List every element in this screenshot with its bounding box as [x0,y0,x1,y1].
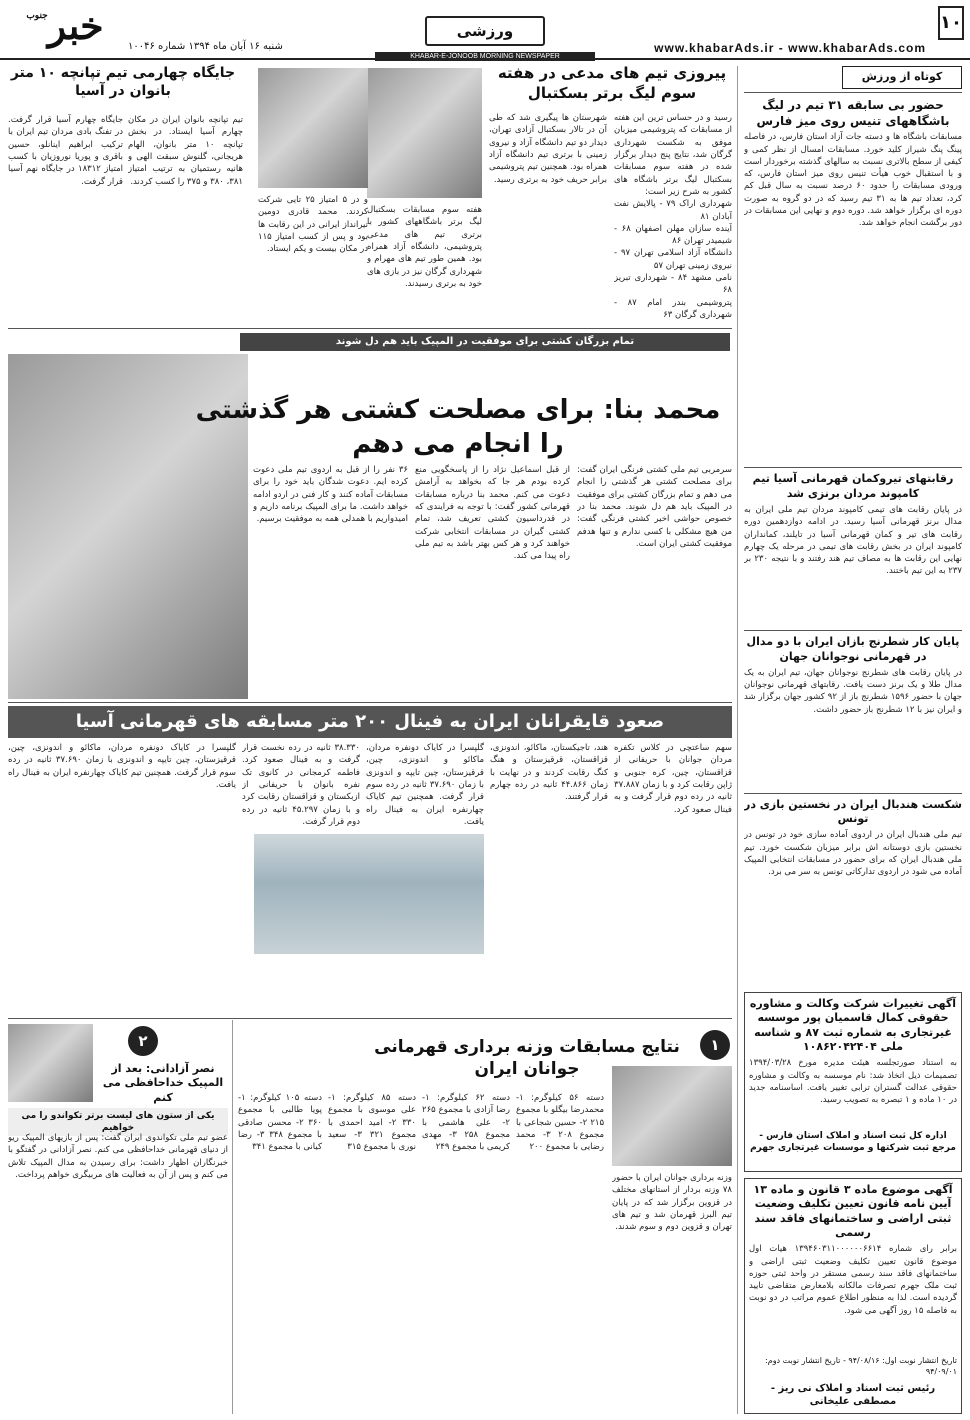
short-news-item [744,798,962,950]
ad-footer: اداره کل ثبت اسناد و املاک استان فارس - مرجع ثبت شرکتها و موسسات غیرتجاری جهرم [750,1131,956,1154]
logo-text: خبر [47,3,104,49]
story-number: ۱ [700,1030,730,1060]
weightlifting-col-2: دسته ۵۶ کیلوگرم: ۱- محمدرضا بیگلو با مجموع ۲۱۵ ۲- حسین شجاعی با مجموع ۲۰۸ ۳- محمد رضایی با مجموع ۲۰۰ [516,1093,604,1153]
taekwondo-body: عضو تیم ملی تکواندوی ایران گفت: پس از بازیهای المپیک ریو از دنیای قهرمانی خداحافظی می کنم. نصر آزادانی در گفتگو با خبرنگاران اظهار داشت: برای رسیدن به مدال المپیک تلاش می کنم و پس از آن به فعالیت های مربیگری خواهم پرداخت. [8,1133,228,1180]
basketball-result: نامی مشهد ۸۴ - شهرداری تبریز ۶۸ [614,273,732,296]
section-rule [8,1018,732,1019]
canoe-story [8,742,732,1014]
shooting-story [8,64,368,326]
short-news-title: پایان کار شطرنج بازان ایران با دو مدال در قهرمانی نوجوانان جهان [746,634,960,663]
ad-company-change [744,992,962,1172]
section-title: ورزشی [425,16,545,46]
shooting-col-3: و در ۵ امتیاز ۲۵ تایی شرکت کردند. محمد قادری دومین تیرانداز ایرانی در این رقابت ها بود و پس از کسب امتیاز ۱۱۵ در مکان بیست و یکم ایستاد. [258,195,368,255]
canoe-col-5: گلپسرا در کایاک دونفره مردان، ماکائو و اندونزی، چین، قرقیزستان، چین تایپه و اندونزی با زمان ۳۷.۶۹۰ ثانیه در رده سوم قرار گرفت. همچنین تیم کایاک چهارنفره ایران به فینال راه یافت. [8,743,236,790]
newspaper-logo [10,4,120,48]
shooting-photo [258,68,368,188]
weightlifting-col-1: وزنه برداری جوانان ایران با حضور ۷۸ وزنه بردار از استانهای مختلف در قزوین برگزار شد که در پایان تیم البرز قهرمان شد و تیم های تهران و قزوین دوم و سوم شدند. [612,1173,732,1233]
short-news-item [744,472,962,624]
taekwondo-headline: نصر آزادانی: بعد از المپیک خداحافظی می کنم [102,1062,224,1104]
taekwondo-story [8,1022,228,1416]
short-news-body: در پایان رقابت های شطرنج نوجوانان جهان، تیم ایران به یک مدال طلا و یک برنز دست یافت. رقابتهای قهرمانی نوجوانان جهان با حضور ۱۵۹۶ شطرنج باز از ۹۲ کشور جهان برگزار شد و ایران نیز با ۱۲ شطرنج باز حضور داشت. [744,667,962,715]
basketball-col-2: شهرستان ها پیگیری شد که طی آن در تالار بسکتبال آزادی تهران، دیدار دو تیم دانشگاه آزاد و نیروی زمینی با برتری تیم دانشگاه آزاد همراه بود. همچنین تیم پتروشیمی برابر حریف خود به برتری رسید. [489,113,607,185]
taekwondo-kicker: یکی از ستون های لیست برتر تکواندو را می خواهیم [8,1108,228,1136]
ad-body: برابر رای شماره ۱۳۹۴۶۰۳۱۱۰۰۰۰۰۰۶۶۱۴ هیات اول موضوع قانون تعیین تکلیف وضعیت ثبتی اراضی و ساختمانهای فاقد سند رسمی مستقر در واحد ثبتی حوزه ثبت ملک جهرم تصرفات مالکانه بلامعارض متقاضی تایید گردیده است. لذا به منظور اطلاع عموم مراتب در دو نوبت به فاصله ۱۵ روز آگهی می شود. [749,1244,957,1316]
weightlifting-col-4: دسته ۸۵ کیلوگرم: ۱- علی موسوی با مجموع ۳۳۰ ۲- امید احمدی با مجموع ۳۲۱ ۳- سعید نوری با مجموع ۳۱۵ [328,1093,416,1153]
basketball-result: شهرداری اراک ۷۹ - پالایش نفت آبادان ۸۱ [614,199,732,222]
canoe-col-1: سهم ساعتچی در کلاس تکفره مردان جوانان با حریفانی از قزاقستان، چین، کره جنوبی و ژاپن رقابت کرد و با زمان ۳۷.۸۸۷ ثانیه در رده دوم قرار گرفت و به فینال صعود کرد. [614,743,732,815]
wrestling-col-1: سرمربی تیم ملی کشتی فرنگی ایران گفت: برای مصلحت کشتی هر گذشتی را انجام می دهم و تمام بزرگان کشتی برای موفقیت در المپیک باید هم دل شوند. محمد بنا در خصوص حواشی اخیر کشتی فرنگی گفت: من هیچ مشکلی با کسی ندارم و تنها هدفم موفقیت کشتی ایران است. [577,465,732,549]
page-number: ۱۰ [938,6,964,40]
ad-title: آگهی تغییرات شرکت وکالت و مشاوره حقوقی کمال قاسمیان پور موسسه غیرتجاری به شماره ثبت ۸۷ و شناسه ملی ۱۰۸۶۲۰۴۲۴۰۴ [749,997,957,1053]
short-news-body: مسابقات باشگاه ها و دسته جات آزاد استان فارس، در فاصله پینگ پنگ شیراز کلید خورد. مسابقات امسال از نظر کمی و کیفی از سطح بالاتری نسبت به سالهای گذشته برخوردار است و با استقبال خوب هیأت تنیس روی میز استان فارس، که ورودی مسابقات را حدود ۶۰ درصد نسبت به سال قبل کم کرد، تعداد تیم ها به ۳۱ تیم رسید که در دو گروه به صورت دوره ای برگزار خواهد شد. دوره دوم و نهایی این مسابقات در دور برگشت انجام خواهد شد. [744,132,962,229]
canoe-col-4: ۳۸.۳۳۰ ثانیه در رده نخست قرار گرفت و به فینال صعود کرد. فاطمه کرمجانی در کانوی تک نفره بانوان با حریفانی از ازبکستان و قزاقستان رقابت کرد و با زمان ۴۵.۲۹۷ ثانیه در رده دوم قرار گرفت. [242,743,360,827]
shooting-col-2: جایگاه چهارم آسیا قرار گرفت. در تفنگ بادی مردان تیم ایران با ترکیب ابراهیم اینانلو، حسین باقری و پوریا نوروزیان با کسب امتیاز ۱۸۳۱۲ در جایگاه نهم آسیا قرار گرفت. [8,115,123,187]
canoe-col-3: گلپسرا در کایاک دونفره مردان، ماکائو و اندونزی، چین، قرقیزستان، چین تایپه و اندونزی با زمان ۳۷.۶۹۰ ثانیه در رده سوم قرار گرفت. همچنین تیم کایاک چهارنفره ایران به فینال راه یافت. [366,743,484,827]
basketball-story [367,64,732,326]
ad-signature: رئیس ثبت اسناد و املاک نی ریز - مصطفی علیخانی [770,1382,936,1408]
divider [744,630,962,631]
english-strip: KHABAR-E-JONOOB MORNING NEWSPAPER [375,52,595,61]
short-news-body: تیم ملی هندبال ایران در اردوی آماده سازی خود در تونس در نخستین بازی دوستانه اش برابر میزبان شکست خورد. تیم ملی هندبال ایران که برای حضور در مسابقات انتخابی المپیک آماده می شود در اردوی تدارکاتی تونس به سر می برد. [744,830,962,878]
sidebar-short-news [744,66,962,986]
story-number: ۲ [128,1026,158,1056]
website-link[interactable]: www.khabarAds.ir - www.khabarAds.com [654,41,926,55]
column-rule [232,1020,233,1414]
logo-sub: جنوب [26,11,48,21]
sidebar-kicker: کوتاه از ورزش [842,66,962,89]
canoe-col-2: هند، تاجیکستان، ماکائو، اندونزی، قزاقستان، قرقیزستان و هنگ کنگ رقابت کردند و در نهایت با زمان ۴۴.۸۶۶ ثانیه در رده چهارم قرار گرفتند. [490,743,608,803]
short-news-item [744,635,962,787]
basketball-col-3 [614,112,732,324]
short-news-body: در پایان رقابت های تیمی کامپوند مردان تیم ملی ایران به مدال برنز قهرمانی آسیا رسید. در ادامه دوازدهمین دوره رقابت های تیر و کمان قهرمانی آسیا در تایلند، کمانداران کامپوند ایران در بخش رقابت های تیمی در مرحله یک چهارم نهایی این رقابت ها به مصاف تیم هند رفتند و با نتیجه ۲۳۰ بر ۲۳۷ به این تیم باختند. [744,504,962,577]
basketball-photo [367,68,482,198]
basketball-intro: رسید و در حساس ترین این هفته از مسابقات که پتروشیمی میزبان موفق به شکست شهرداری گرگان شد، نتایج پنج دیدار برگزار شده در هفته سوم مسابقات بسکتبال لیگ برتر باشگاه های کشور به شرح زیر است: [614,113,732,197]
weightlifting-photo [612,1066,732,1166]
ad-title: آگهی موضوع ماده ۳ قانون و ماده ۱۳ آیین نامه قانون تعیین تکلیف وضعیت ثبتی اراضی و ساختمانهای فاقد سند رسمی [753,1183,953,1239]
taekwondo-photo [8,1024,93,1102]
weightlifting-col-3: دسته ۶۲ کیلوگرم: ۱- رضا آزادی با مجموع ۲۶۵ ۲- علی هاشمی با مجموع ۲۵۸ ۳- مهدی کریمی با مجموع ۲۴۹ [422,1093,510,1153]
divider [744,92,962,93]
short-news-title: رقابتهای تیروکمان قهرمانی آسیا تیم کامپوند مردان برنزی شد [752,472,954,501]
short-news-item [744,97,962,461]
shooting-headline: جایگاه چهارمی تیم تپانچه ۱۰ متر بانوان در آسیا [10,65,236,100]
canoe-photo [254,834,484,954]
wrestling-kicker: تمام بزرگان کشتی برای موفقیت در المپیک باید هم دل شوند [240,333,730,351]
wrestling-story [8,354,732,699]
wrestling-headline: محمد بنا: برای مصلحت کشتی هر گذشتی را انجام می دهم [195,395,721,459]
wrestling-col-3: ۳۶ نفر را از قبل به اردوی تیم ملی دعوت کرده ایم. دعوت شدگان باید خود را برای مسابقات آماده کنند و کار فنی در اردو ادامه خواهد داشت. ما برای المپیک برنامه داریم و امیدواریم با همدلی همه به موفقیت برسیم. [253,465,408,525]
basketball-result: پتروشیمی بندر امام ۸۷ - شهرداری گرگان ۶۳ [614,297,732,320]
section-rule [8,702,732,703]
shooting-col-1: تیم تپانچه بانوان ایران در مکان چهارم آسیا ایستاد. در بخش تپانچه ۱۰ متر بانوان، الهام هریجانی، گلنوش سبقت الهی و هانیه رستمیان به ترتیب امتیاز ۳۸۱، ۳۸۰ و ۳۷۵ را کسب کردند. [128,115,243,187]
short-news-title: حضور بی سابقه ۳۱ تیم در لیگ باشگاههای تنیس روی میز فارس [756,97,950,129]
ad-dates: تاریخ انتشار نوبت اول: ۹۴/۰۸/۱۶ - تاریخ انتشار نوبت دوم: ۹۴/۰۹/۰۱ [765,1356,957,1376]
ad-body: به استناد صورتجلسه هیئت مدیره مورخ ۱۳۹۴/۰۳/۲۸ تصمیمات ذیل اتخاذ شد: نام موسسه به وکالت و مشاوره حقوقی عدالت گستران ترابی تغییر یافت. اساسنامه جدید در ۱۰ ماده و ۱ تبصره به تصویب رسید. [749,1058,957,1106]
divider [744,467,962,468]
ad-land-registry [744,1178,962,1414]
basketball-result: آینده سازان مهلن اصفهان ۶۸ - شیمیدر تهران ۸۶ [614,223,732,247]
basketball-result: دانشگاه آزاد اسلامی تهران ۹۷ - نیروی زمینی تهران ۵۷ [614,248,732,271]
weightlifting-headline: نتایج مسابقات وزنه برداری قهرمانی جوانان ایران [374,1037,680,1080]
issue-date: شنبه ۱۶ آبان ماه ۱۳۹۴ شماره ۱۰۰۴۶ [128,41,283,52]
column-rule [737,66,738,1414]
section-rule [8,328,732,329]
weightlifting-col-5: دسته ۱۰۵ کیلوگرم: ۱- پویا طالبی با مجموع ۳۶۰ ۲- محسن صادقی با مجموع ۳۴۸ ۳- رضا کیانی با مجموع ۳۴۱ [238,1093,322,1153]
basketball-col-1: هفته سوم مسابقات بسکتبال لیگ برتر باشگاههای کشور با برتری تیم های مدعی پتروشیمی، دانشگاه آزاد همراه بود. همین طور تیم های مهرام و شهرداری گرگان نیز در بازی های خود به برتری رسیدند. [367,205,482,289]
wrestling-col-2: از قبل اسماعیل نژاد را از پاسخگویی منع کرده بودم هر جا که بخواهد به آرامش دعوت می کنم. محمد بنا درباره مسابقات قهرمانی کشور گفت: با توجه به فرایندی که در قدرداسیون کشتی تعریف شد، تمام کشتی گیران در مسابقات انتخابی شرکت خواهند کرد و هر کس بهتر باشد به تیم ملی راه پیدا می کند. [415,465,570,562]
weightlifting-story [238,1022,732,1416]
canoe-headline: صعود قایقرانان ایران به فینال ۲۰۰ متر مسابقه های قهرمانی آسیا [8,706,732,738]
divider [744,793,962,794]
short-news-title: شکست هندبال ایران در نخستین بازی در تونس [744,797,962,826]
basketball-headline: پیروزی تیم های مدعی در هفته سوم لیگ برتر بسکتبال [497,64,727,102]
